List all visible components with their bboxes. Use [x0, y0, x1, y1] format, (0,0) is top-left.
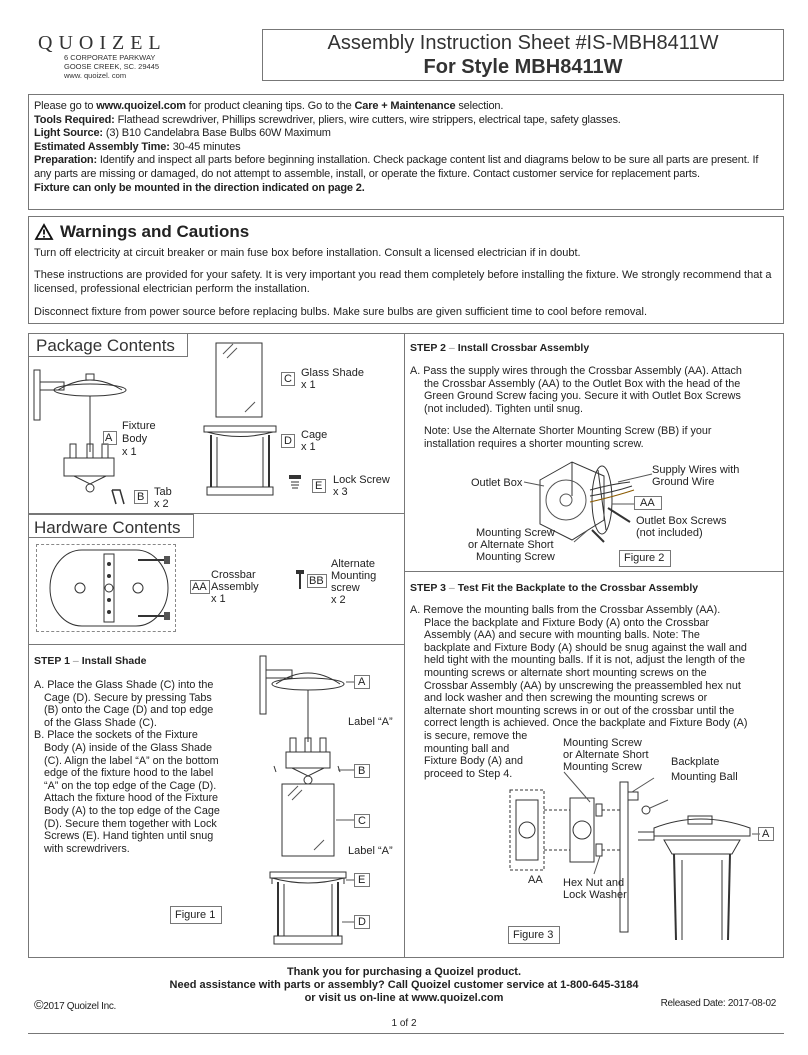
warnings-title: Warnings and Cautions — [60, 222, 250, 241]
fig2-outlet-box: Outlet Box — [471, 477, 523, 489]
step2-a1: A. Pass the supply wires through the Crossbar Assembly (AA). Attach — [410, 365, 742, 377]
part-d-qty: x 1 — [301, 441, 316, 453]
tab-drawing — [110, 488, 130, 506]
step1-a1: A. Place the Glass Shade (C) into the — [34, 679, 214, 691]
fig2-mount1: Mounting Screw — [476, 527, 555, 539]
step2-a4: (not included). Tighten until snug. — [424, 402, 584, 415]
step3-l14: proceed to Step 4. — [424, 767, 513, 780]
footer-line1: Thank you for purchasing a Quoizel product. — [286, 966, 522, 978]
fig2-screws2: (not included) — [636, 527, 703, 539]
part-aa-name2: Assembly — [211, 581, 259, 593]
page-number: 1 of 2 — [391, 1018, 417, 1029]
alternate-screw-drawing — [296, 570, 304, 590]
part-c-qty: x 1 — [301, 379, 316, 391]
fig3-a: A — [762, 828, 770, 840]
step3-figure-drawing — [504, 770, 774, 950]
brand-logo: QUOIZEL — [38, 32, 167, 54]
brand-address-line1: 6 CORPORATE PARKWAY — [64, 53, 156, 62]
step1-b3: (C). Align the label “A” on the bottom — [44, 754, 219, 767]
step1-b7: Body (A) to the top edge of the Cage — [44, 805, 220, 817]
part-bb-qty: x 2 — [331, 594, 346, 606]
part-d-name: Cage — [301, 429, 328, 441]
warning-p2: These instructions are provided for your safety. It is very important you read them completely before installing the fixture. We strongly recommend that a licensed, professional electrician perform the installation. — [34, 269, 772, 295]
step1-b6: Attach the fixture hood of the Fixture — [44, 792, 219, 805]
fig1-e: E — [358, 874, 366, 886]
step3-l6: mounting screws or alternate short mounting screws on the — [424, 667, 707, 679]
part-c-name: Glass Shade — [301, 367, 364, 379]
divider-step2-step3 — [404, 571, 784, 572]
step3-l7: Crossbar Assembly (AA) by unscrewing the preassembled hex nut — [424, 679, 741, 692]
fig3-mount1: Mounting Screw — [563, 737, 642, 749]
fig1-label-a1: Label “A” — [348, 716, 393, 728]
fig3-aa: AA — [528, 874, 543, 886]
fixture-body-drawing — [34, 362, 114, 502]
step3-l5: held tight with the mounting balls. If it is not, adjust the length of the — [424, 654, 746, 667]
part-d-letter: D — [284, 435, 292, 447]
fig3-mount2: or Alternate Short — [563, 749, 649, 761]
fig1-a: A — [358, 676, 366, 688]
part-a-letter: A — [105, 432, 113, 444]
part-aa-name1: Crossbar — [211, 569, 256, 581]
lock-screw-drawing — [288, 474, 302, 492]
part-bb-name3: screw — [331, 582, 360, 594]
step1-b2: Body (A) inside of the Glass Shade — [44, 742, 213, 754]
step1-a4: of the Glass Shade (C). — [44, 716, 157, 729]
warning-icon — [35, 224, 53, 240]
divider-hardware-step1 — [28, 644, 404, 645]
part-a-name2: Body — [122, 433, 148, 445]
part-aa-qty: x 1 — [211, 593, 226, 605]
step2-n2: installation requires a shorter mounting screw. — [424, 437, 644, 450]
column-divider — [404, 333, 405, 958]
fig2-aa: AA — [640, 497, 655, 509]
header-subtitle: For Style MBH8411W — [423, 56, 623, 78]
step1-b10: with screwdrivers. — [44, 842, 130, 855]
fig3-ball: Mounting Ball — [671, 771, 738, 783]
fig1-label-a2: Label “A” — [348, 845, 393, 857]
step1-figure-drawing — [258, 652, 358, 948]
fig3-hex1: Hex Nut and — [563, 877, 625, 889]
part-b-name: Tab — [154, 486, 172, 498]
fig1-c: C — [358, 815, 366, 827]
fig1-d: D — [358, 916, 366, 928]
part-a-qty: x 1 — [122, 446, 137, 458]
cage-drawing — [203, 425, 279, 497]
step1-b1: B. Place the sockets of the Fixture — [34, 729, 198, 742]
step3-l11: is secure, remove the — [424, 730, 528, 742]
brand-website: www. quoizel. com — [64, 71, 127, 80]
step3-l12: mounting ball and — [424, 742, 510, 755]
step3-l13: Fixture Body (A) and — [424, 755, 524, 768]
intro-text: Please go to www.quoizel.com for product cleaning tips. Go to the Care + Maintenance selection. Tools Required: Flathead screwdriver, Phillips screwdriver, pliers, wire cutters, wire strippers, electrical tape, safety glasses. Light Source: (3) B10 Candelabra Base Bulbs 60W Maximum Estimated Assembly Time: 30-45 minutes Preparation: Identify and inspect all parts before beginning installation. Check package content list and diagrams below to be sure all parts are present. If any parts are missing or damaged, do not attempt to assemble, install, or operate the fixture. Contact customer service for replacement parts. Fixture can only be mounted in the direction indicated on page 2. — [34, 100, 759, 194]
warning-p1: Turn off electricity at circuit breaker or main fuse box before installation. Consult a licensed electrician if in doubt. — [34, 247, 581, 259]
step3-l9: alternate short mounting screws in or out of the crossbar until the — [424, 704, 735, 717]
fig3-backplate: Backplate — [671, 756, 720, 768]
part-bb-name1: Alternate — [331, 558, 376, 570]
step1-b9: Screws (E). Hand tighten until snug — [44, 830, 214, 843]
part-e-qty: x 3 — [333, 486, 348, 498]
fig3-hex2: Lock Washer — [563, 889, 627, 901]
fig1-b: B — [358, 765, 366, 777]
step3-l2: Place the backplate and Fixture Body (A) onto the Crossbar — [424, 616, 710, 629]
step3-l8: and lock washer and then screwing the mounting screws or — [424, 692, 708, 705]
step1-b4: edge of the fixture hood to the label — [44, 767, 214, 780]
step3-l4: backplate and Fixture Body (A) should be snug against the wall and — [424, 641, 747, 654]
step2-n1: Note: Use the Alternate Shorter Mounting Screw (BB) if your — [424, 425, 712, 437]
part-c-letter: C — [284, 373, 292, 385]
part-bb-name2: Mounting — [331, 570, 377, 582]
step1-heading: STEP 1 – Install Shade — [34, 655, 147, 667]
step1-b8: (D). Secure them together with Lock — [44, 817, 217, 830]
bottom-rule — [28, 1033, 784, 1034]
step1-a3: (B) onto the Cage (D) and top edge — [44, 704, 214, 717]
figure3-caption: Figure 3 — [513, 929, 554, 941]
fig2-supply1: Supply Wires with — [652, 464, 740, 476]
part-b-letter: B — [137, 491, 145, 503]
hardware-title: Hardware Contents — [34, 518, 181, 537]
part-a-name1: Fixture — [122, 420, 156, 432]
figure1-caption: Figure 1 — [175, 909, 216, 921]
step2-a3: Green Ground Screw facing you. Secure it with Outlet Box Screws — [424, 390, 741, 403]
step1-b5: “A” on the top edge of the Cage (D). — [44, 779, 217, 792]
step2-a2: the Crossbar Assembly (AA) to the Outlet Box with the head of the — [424, 377, 741, 390]
header-title: Assembly Instruction Sheet #IS-MBH8411W — [327, 32, 719, 54]
part-e-letter: E — [315, 480, 323, 492]
step2-heading: STEP 2 – Install Crossbar Assembly — [410, 342, 590, 354]
copyright-icon: © — [34, 997, 44, 1012]
fig2-screws1: Outlet Box Screws — [636, 515, 727, 527]
fig2-supply2: Ground Wire — [652, 476, 715, 488]
footer-line3: or visit us on-line at www.quoizel.com — [304, 992, 504, 1004]
part-e-name: Lock Screw — [333, 474, 390, 486]
glass-shade-drawing — [215, 342, 265, 422]
fig2-mount2: or Alternate Short — [468, 539, 554, 551]
step3-l1: A. Remove the mounting balls from the Crossbar Assembly (AA). — [410, 604, 721, 616]
package-title: Package Contents — [36, 336, 175, 355]
part-aa-letter: AA — [192, 581, 207, 593]
copyright: ©2017 Quoizel Inc. — [34, 997, 117, 1012]
part-b-qty: x 2 — [154, 498, 169, 510]
step3-heading: STEP 3 – Test Fit the Backplate to the Crossbar Assembly — [410, 582, 699, 594]
crossbar-drawing — [40, 546, 176, 630]
figure2-caption: Figure 2 — [624, 552, 665, 564]
warning-p3: Disconnect fixture from power source before replacing bulbs. Make sure bulbs are given sufficient time to cool before removal. — [34, 306, 648, 318]
step3-l10: correct length is achieved. Once the backplate and Fixture Body (A) — [424, 717, 748, 730]
fig2-mount3: Mounting Screw — [476, 551, 555, 563]
footer-line2: Need assistance with parts or assembly? Call Quoizel customer service at 1-800-645-3184 — [169, 979, 639, 991]
step1-a2: Cage (D). Secure by pressing Tabs — [44, 691, 212, 704]
step3-l3: Assembly (AA) and secure with mounting balls. Note: The — [424, 629, 700, 642]
part-bb-letter: BB — [309, 575, 324, 587]
fig3-mount3: Mounting Screw — [563, 761, 642, 773]
brand-address-line2: GOOSE CREEK, SC. 29445 — [64, 62, 160, 71]
released-date: Released Date: 2017-08-02 — [660, 998, 776, 1009]
